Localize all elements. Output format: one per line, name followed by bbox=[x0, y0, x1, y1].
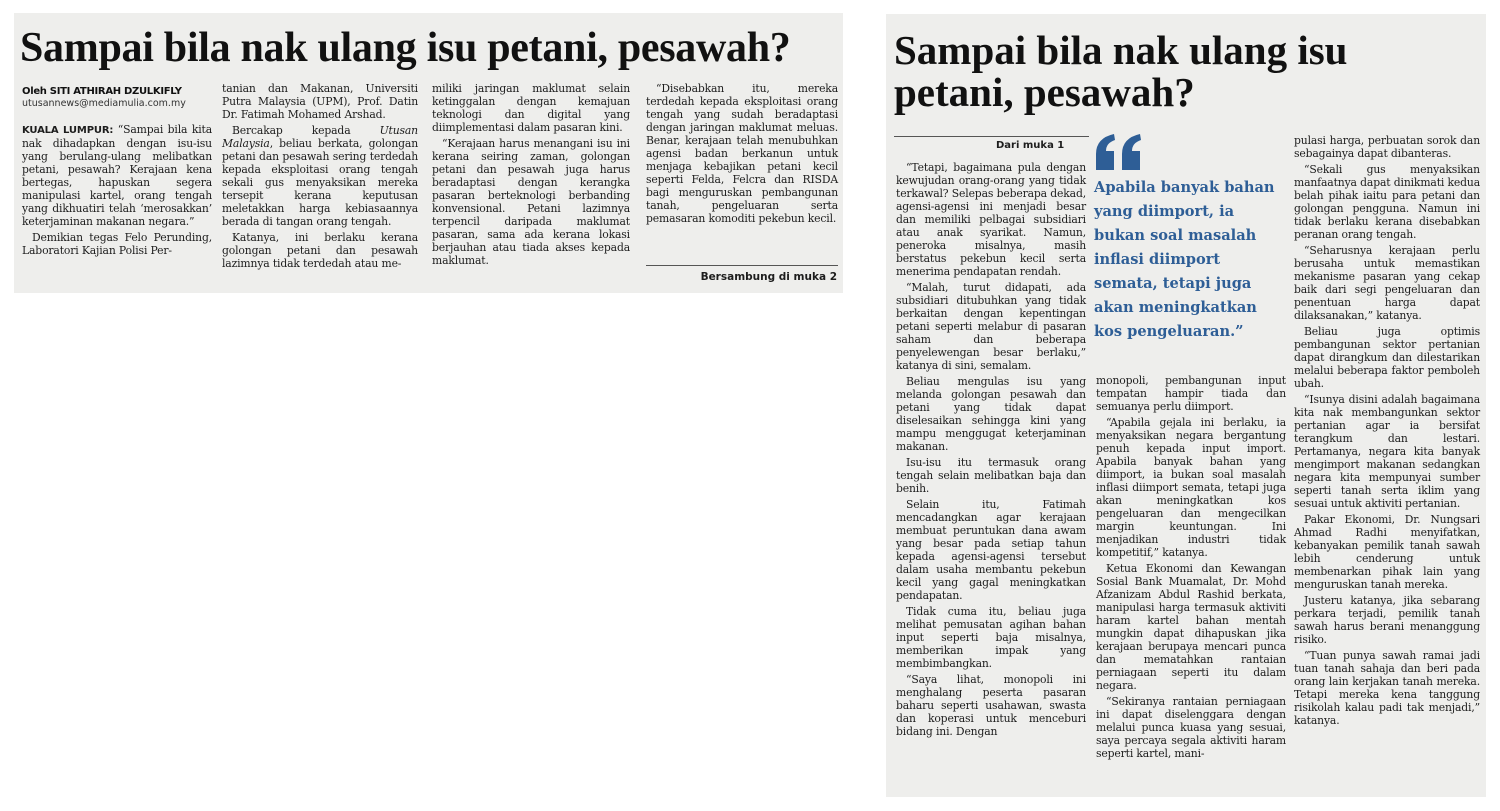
paragraph: “Saya lihat, monopoli ini menghalang peserta pasaran baharu seperti usahawan, swasta dan koperasi untuk menceburi bidang ini. Dengan bbox=[896, 673, 1086, 738]
news-clipping-front bbox=[14, 13, 843, 293]
dateline: KUALA LUMPUR: bbox=[22, 125, 114, 136]
paragraph: “Sekali gus menyaksikan manfaatnya dapat dinikmati kedua belah pihak iaitu para petani dan golongan pengguna. Namun ini tidak berlaku kerana disebabkan peranan orang tengah. bbox=[1294, 163, 1480, 241]
publication-name: Utusan Malaysia bbox=[222, 124, 418, 150]
paragraph: Beliau juga optimis pembangunan sektor pertanian dapat dirangkum dan dilestarikan melalui beberapa faktor pemboleh ubah. bbox=[1294, 325, 1480, 390]
paragraph: “Kerajaan harus menangani isu ini kerana seiring zaman, golongan petani dan pesawah juga harus beradaptasi dengan kerangka pasaran berteknologi berbanding konvensional. Petani lazimnya terpencil daripada maklumat pasaran, sama ada kerana lokasi berjauhan atau tiada akses kepada maklumat. bbox=[432, 137, 630, 267]
continued-from-label: Dari muka 1 bbox=[996, 140, 1065, 151]
paragraph: Bercakap kepada Utusan Malaysia, beliau berkata, golongan petani dan pesawah sering terdedah kepada eksploitasi orang tengah sekali gus menyaksikan mereka tersepit kerana keputusan meletakkan harga kebiasaannya berada di tangan orang tengah. bbox=[222, 124, 418, 228]
paragraph: Demikian tegas Felo Perunding, Laboratori Kajian Polisi Per- bbox=[22, 231, 212, 257]
article-column-1 bbox=[22, 123, 212, 260]
headline: Sampai bila nak ulang isu petani, pesawah? bbox=[894, 27, 1348, 115]
continued-label: Bersambung di muka 2 bbox=[700, 271, 837, 283]
paragraph: “Disebabkan itu, mereka terdedah kepada eksploitasi orang tengah yang sudah beradaptasi dengan jaringan maklumat meluas. Benar, kerajaan telah menubuhkan agensi badan berkanun untuk menjaga kebajikan petani kecil seperti Felda, Felcra dan RISDA bagi menguruskan pembangunan tanah, pengeluaran serta pemasaran komoditi pekebun kecil. bbox=[646, 82, 838, 225]
headline: Sampai bila nak ulang isu petani, pesawah? bbox=[20, 25, 791, 71]
author-name: Oleh SITI ATHIRAH DZULKIFLY bbox=[22, 86, 182, 97]
divider bbox=[894, 136, 1089, 137]
article-column-2 bbox=[1096, 374, 1286, 763]
paragraph: Pakar Ekonomi, Dr. Nungsari Ahmad Radhi menyifatkan, kebanyakan pemilik tanah sawah lebih cenderung untuk membenarkan pihak lain yang menguruskan tanah mereka. bbox=[1294, 513, 1480, 591]
article-column-1 bbox=[896, 161, 1086, 741]
paragraph: KUALA LUMPUR: “Sampai bila kita nak dihadapkan dengan isu-isu yang berulang-ulang melibatkan petani, pesawah? Kerajaan kena bertegas, hapuskan segera manipulasi kartel, orang tengah yang dikhuatiri telah ‘merosakkan’ keterjaminan makanan negara.” bbox=[22, 123, 212, 228]
paragraph: tanian dan Makanan, Universiti Putra Malaysia (UPM), Prof. Datin Dr. Fatimah Mohamed Arshad. bbox=[222, 82, 418, 121]
paragraph: “Malah, turut didapati, ada subsidiari ditubuhkan yang tidak berkaitan dengan kepentingan petani seperti melabur di pasaran saham dan beberapa penyelewengan besar berlaku,” katanya di sini, semalam. bbox=[896, 281, 1086, 372]
paragraph: “Sekiranya rantaian perniagaan ini dapat diselenggara dengan melalui punca kuasa yang sesuai, saya percaya segala aktiviti haram seperti kartel, mani- bbox=[1096, 695, 1286, 760]
byline bbox=[22, 85, 186, 110]
paragraph: “Tetapi, bagaimana pula dengan kewujudan orang-orang yang tidak terkawal? Selepas beberapa dekad, agensi-agensi ini menjadi besar dan memiliki pelbagai subsidiari atau anak syarikat. Namun, peneroka misalnya, masih berstatus pekebun kecil serta menerima pendapatan rendah. bbox=[896, 161, 1086, 278]
paragraph: “Isunya disini adalah bagaimana kita nak membangunkan sektor pertanian agar ia bersifat terangkum dan lestari. Pertamanya, negara kita banyak mengimport makanan sedangkan negara kita mempunyai sumber seperti tanah serta iklim yang sesuai untuk aktiviti pertanian. bbox=[1294, 393, 1480, 510]
paragraph: pulasi harga, perbuatan sorok dan sebagainya dapat dibanteras. bbox=[1294, 134, 1480, 160]
paragraph: Justeru katanya, jika sebarang perkara terjadi, pemilik tanah sawah harus berani menanggung risiko. bbox=[1294, 594, 1480, 646]
paragraph: Tidak cuma itu, beliau juga melihat pemusatan agihan bahan input seperti baja misalnya, memberikan impak yang membimbangkan. bbox=[896, 605, 1086, 670]
divider bbox=[646, 265, 838, 266]
paragraph: miliki jaringan maklumat selain ketinggalan dengan kemajuan teknologi dan digital yang diimplementasi dalam pasaran kini. bbox=[432, 82, 630, 134]
paragraph: Selain itu, Fatimah mencadangkan agar kerajaan membuat peruntukan dana awam yang besar pada setiap tahun kepada agensi-agensi tersebut dalam usaha membantu pekebun kecil yang gagal meningkatkan pendapatan. bbox=[896, 498, 1086, 602]
paragraph: Ketua Ekonomi dan Kewangan Sosial Bank Muamalat, Dr. Mohd Afzanizam Abdul Rashid berkata, manipulasi harga termasuk aktiviti haram kartel bahan mentah mungkin dapat dihapuskan jika kerajaan berupaya mencari punca dan mematahkan rantaian perniagaan seperti itu dalam negara. bbox=[1096, 562, 1286, 692]
article-column-2 bbox=[222, 82, 418, 273]
article-column-3 bbox=[1294, 134, 1480, 730]
author-email: utusannews@mediamulia.com.my bbox=[22, 98, 186, 109]
paragraph: Katanya, ini berlaku kerana golongan petani dan pesawah lazimnya tidak terdedah atau me- bbox=[222, 231, 418, 270]
paragraph: Beliau mengulas isu yang melanda golongan pesawah dan petani yang tidak dapat diselesaikan sehingga kini yang mampu menggugat keterjaminan makanan. bbox=[896, 375, 1086, 453]
paragraph: “Tuan punya sawah ramai jadi tuan tanah sahaja dan beri pada orang lain kerjakan tanah mereka. Tetapi mereka kena tanggung risikolah kalau padi tak menjadi,” katanya. bbox=[1294, 649, 1480, 727]
paragraph: “Apabila gejala ini berlaku, ia menyaksikan negara bergantung penuh kepada input import. Apabila banyak bahan yang diimport, ia bukan soal masalah inflasi diimport semata, tetapi juga akan meningkatkan kos pengeluaran dan mengecilkan margin keuntungan. Ini menjadikan industri tidak kompetitif,” katanya. bbox=[1096, 416, 1286, 559]
article-column-4 bbox=[646, 82, 838, 228]
article-column-3 bbox=[432, 82, 630, 270]
paragraph: Isu-isu itu termasuk orang tengah selain melibatkan baja dan benih. bbox=[896, 456, 1086, 495]
quote-mark-icon bbox=[1094, 132, 1146, 172]
paragraph: “Seharusnya kerajaan perlu berusaha untuk memastikan mekanisme pasaran yang cekap baik dari segi pengeluaran dan penentuan harga dapat dilaksanakan,” katanya. bbox=[1294, 244, 1480, 322]
news-clipping-continued bbox=[886, 14, 1486, 797]
paragraph: monopoli, pembangunan input tempatan hampir tiada dan semuanya perlu diimport. bbox=[1096, 374, 1286, 413]
pull-quote: Apabila banyak bahan yang diimport, ia bukan soal masalah inflasi diimport semata, tetapi juga akan meningkatkan kos pengeluaran.” bbox=[1094, 179, 1275, 340]
